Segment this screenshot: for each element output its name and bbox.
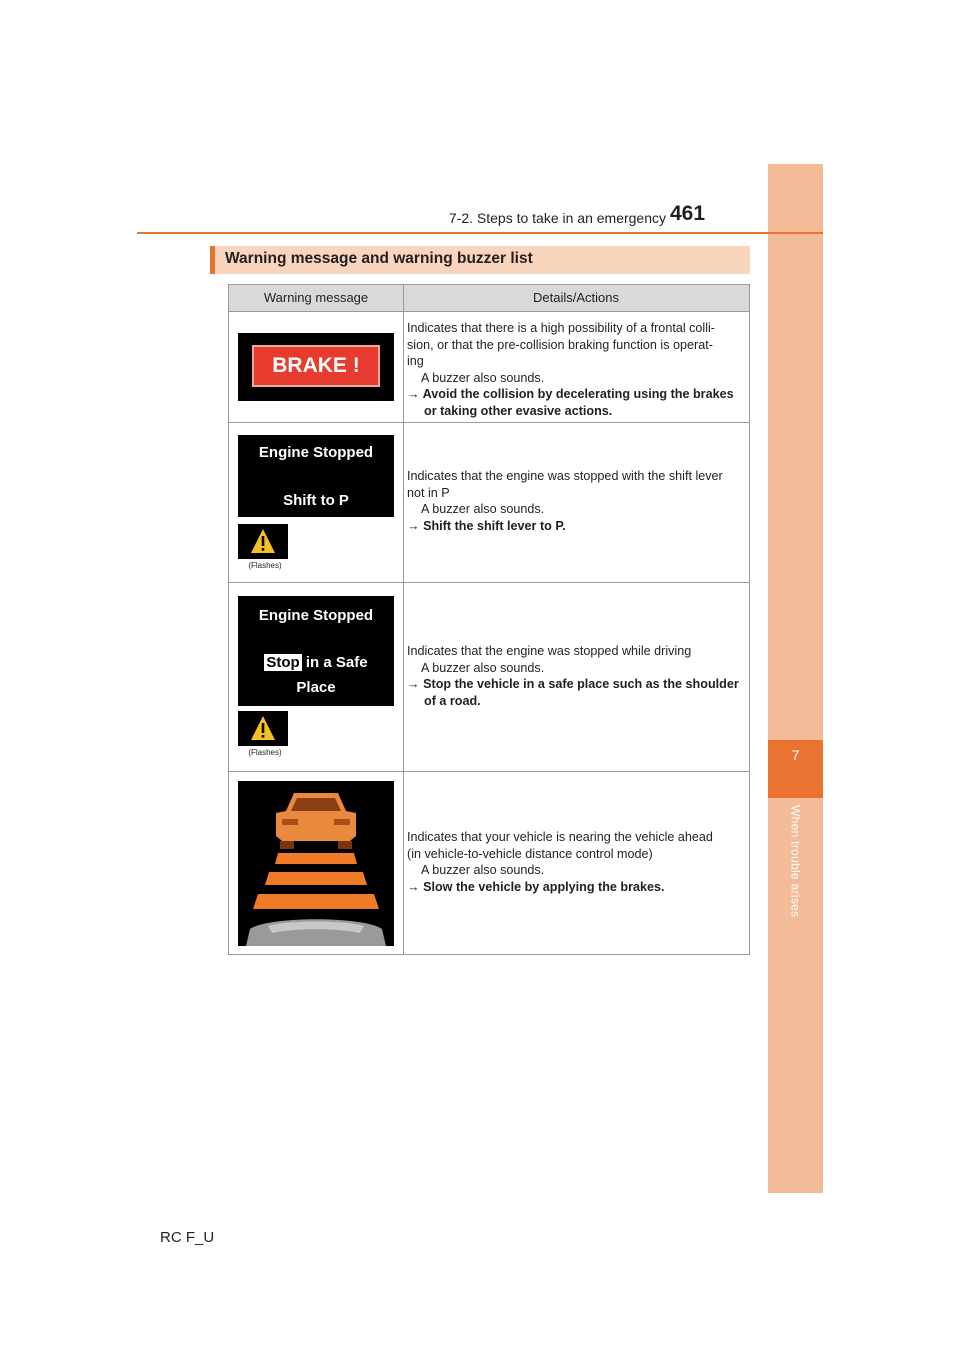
row-description: Indicates that your vehicle is nearing the vehicle ahead (in vehicle-to-vehicle distance control mode) A buzzer also sounds. → Slow the vehicle by applying the brakes. <box>407 829 744 895</box>
distance-bars-icon <box>253 853 379 909</box>
chapter-number: 7 <box>791 747 800 763</box>
row-description: Indicates that the engine was stopped while driving A buzzer also sounds. → Stop the vehicle in a safe place such as the shoulder of a road. <box>407 643 744 709</box>
table-header <box>228 284 750 312</box>
row-action: → Slow the vehicle by applying the brakes. <box>407 879 665 894</box>
brake-display <box>238 333 394 401</box>
section-heading-bar <box>210 246 750 274</box>
col-header-details-actions: Details/Actions <box>533 290 619 305</box>
table-row <box>228 312 750 423</box>
row-action: → Stop the vehicle in a safe place such as the shoulder of a road. <box>407 677 739 708</box>
model-code: RC F_U <box>160 1229 215 1246</box>
own-vehicle-icon <box>246 919 386 946</box>
flashes-label: (Flashes) <box>248 748 282 757</box>
chapter-label: When trouble arises <box>788 805 803 918</box>
row-description: Indicates that the engine was stopped with the shift lever not in P A buzzer also sounds. → Shift the shift lever to P. <box>407 468 744 534</box>
table-row <box>228 423 750 583</box>
engine-stopped-display: Engine Stopped Shift to P <box>238 435 394 517</box>
stop-safe-place-display: Engine Stopped Stop in a Safe Place <box>238 596 394 706</box>
running-header-title: 7-2. Steps to take in an emergency <box>448 210 666 226</box>
master-warning-icon <box>238 524 288 559</box>
approach-warning-display <box>238 781 394 946</box>
table-row <box>228 583 750 772</box>
brake-warning-label: BRAKE ! <box>252 345 380 387</box>
master-warning-icon <box>238 711 288 746</box>
chapter-side-band <box>768 164 823 1193</box>
row-action: → Shift the shift lever to P. <box>407 518 566 533</box>
page-number: 461 <box>670 202 706 225</box>
vehicle-ahead-icon <box>276 793 356 849</box>
section-heading: Warning message and warning buzzer list <box>225 250 533 267</box>
row-description: Indicates that there is a high possibility of a frontal colli- sion, or that the pre-collision braking function is operat- ing A buzzer also sounds. → Avoid the collision by decelerating using the brakes or taking other evasive actions. <box>407 320 744 419</box>
table-row <box>228 772 750 955</box>
flashes-label: (Flashes) <box>248 561 282 570</box>
col-header-warning-message: Warning message <box>263 290 369 305</box>
row-action: → Avoid the collision by decelerating using the brakes or taking other evasive actions. <box>407 387 734 418</box>
header-rule <box>137 232 823 234</box>
